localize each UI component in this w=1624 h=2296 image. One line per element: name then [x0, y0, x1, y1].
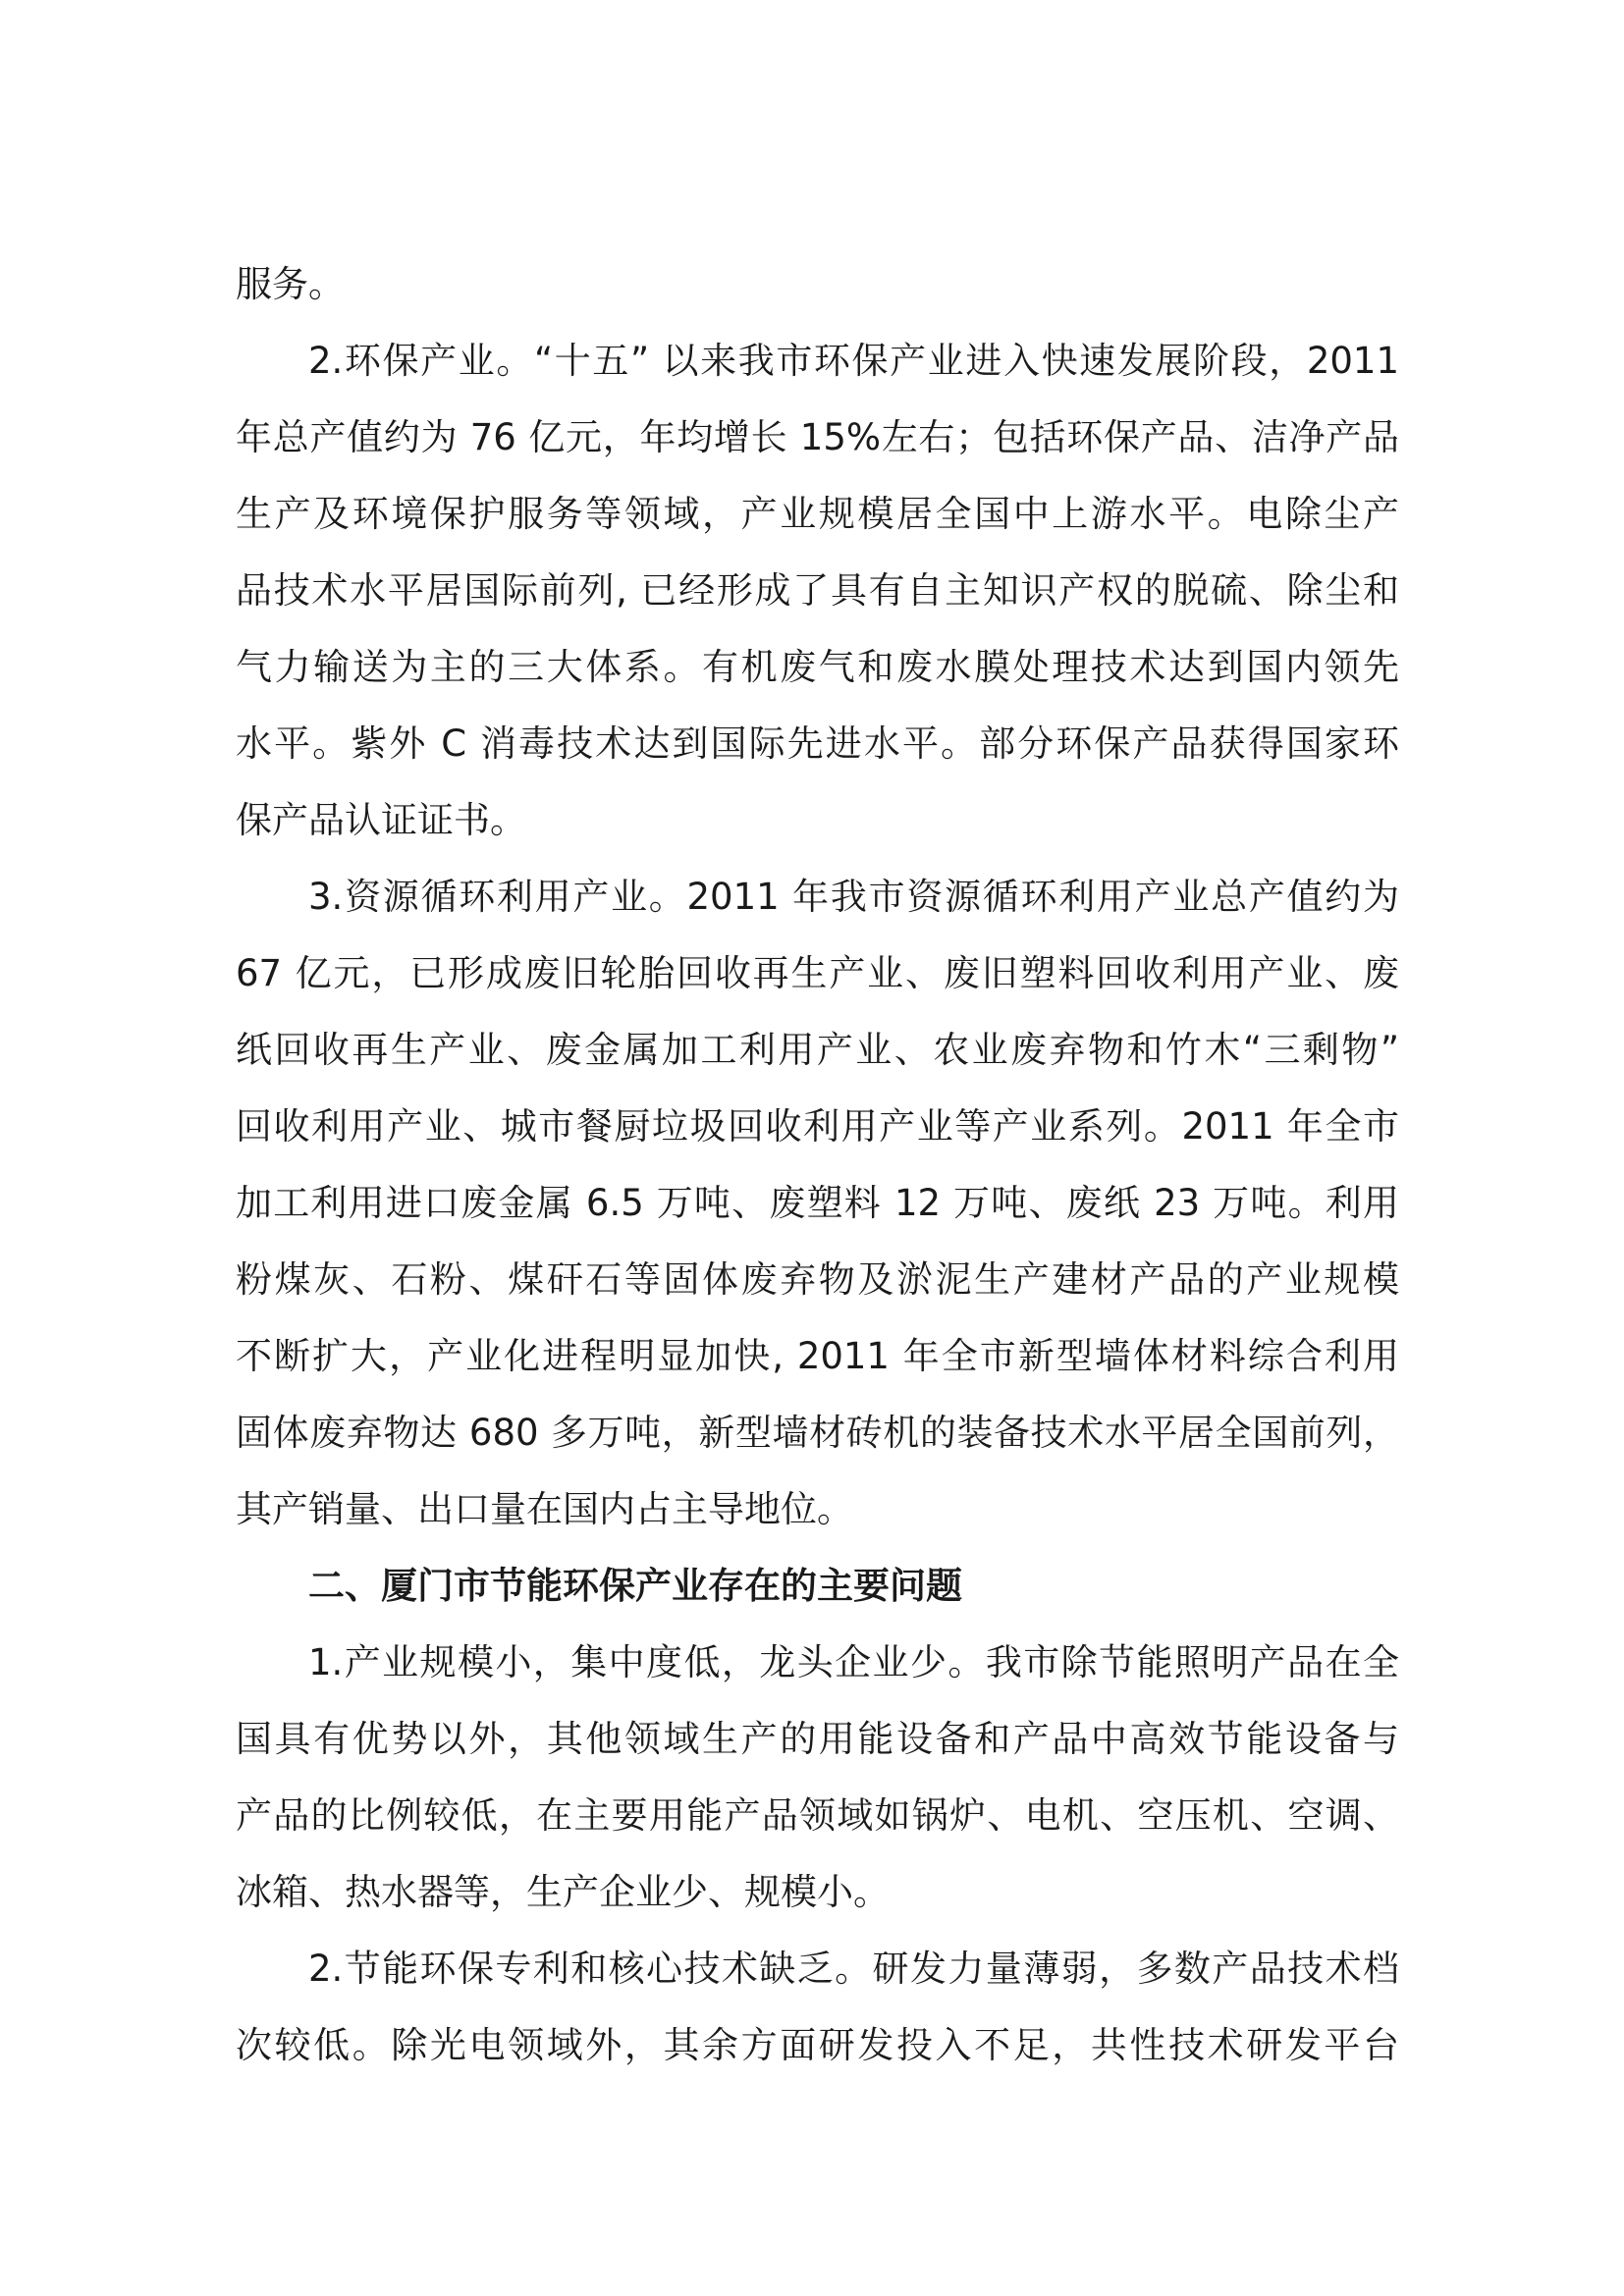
section-heading: 二、厦门市节能环保产业存在的主要问题 — [308, 1565, 962, 1607]
text-line: 不断扩大，产业化进程明显加快, 2011 年全市新型墙体材料综合利用 — [236, 1335, 1399, 1377]
text-line: 次较低。除光电领域外，其余方面研发投入不足，共性技术研发平台 — [236, 2024, 1399, 2066]
text-line: 67 亿元，已形成废旧轮胎回收再生产业、废旧塑料回收利用产业、废 — [236, 952, 1399, 994]
text-line: 生产及环境保护服务等领域，产业规模居全国中上游水平。电除尘产 — [236, 493, 1399, 535]
text-line: 固体废弃物达 680 多万吨，新型墙材砖机的装备技术水平居全国前列， — [236, 1412, 1399, 1454]
text-line: 水平。紫外 C 消毒技术达到国际先进水平。部分环保产品获得国家环 — [236, 722, 1399, 765]
paragraph-start-line: 3.资源循环利用产业。2011 年我市资源循环利用产业总产值约为 — [308, 876, 1399, 918]
text-line: 年总产值约为 76 亿元，年均增长 15%左右；包括环保产品、洁净产品 — [236, 416, 1399, 458]
text-line: 纸回收再生产业、废金属加工利用产业、农业废弃物和竹木“三剩物” — [236, 1029, 1399, 1071]
text-line: 其产销量、出口量在国内占主导地位。 — [236, 1488, 853, 1530]
text-line: 粉煤灰、石粉、煤矸石等固体废弃物及淤泥生产建材产品的产业规模 — [236, 1258, 1399, 1301]
text-line: 回收利用产业、城市餐厨垃圾回收利用产业等产业系列。2011 年全市 — [236, 1105, 1399, 1148]
text-line: 保产品认证证书。 — [236, 799, 526, 841]
paragraph-start-line: 1.产业规模小，集中度低，龙头企业少。我市除节能照明产品在全 — [308, 1641, 1399, 1683]
text-line: 国具有优势以外，其他领域生产的用能设备和产品中高效节能设备与 — [236, 1718, 1399, 1760]
paragraph-start-line: 2.节能环保专利和核心技术缺乏。研发力量薄弱，多数产品技术档 — [308, 1948, 1399, 1990]
paragraph-start-line: 2.环保产业。“十五” 以来我市环保产业进入快速发展阶段，2011 — [308, 340, 1399, 382]
text-line: 冰箱、热水器等，生产企业少、规模小。 — [236, 1871, 890, 1913]
text-line: 产品的比例较低，在主要用能产品领域如锅炉、电机、空压机、空调、 — [236, 1794, 1399, 1837]
text-line: 加工利用进口废金属 6.5 万吨、废塑料 12 万吨、废纸 23 万吨。利用 — [236, 1182, 1399, 1224]
text-line: 服务。 — [236, 263, 345, 305]
text-line: 气力输送为主的三大体系。有机废气和废水膜处理技术达到国内领先 — [236, 646, 1399, 688]
text-line: 品技术水平居国际前列, 已经形成了具有自主知识产权的脱硫、除尘和 — [236, 569, 1399, 612]
